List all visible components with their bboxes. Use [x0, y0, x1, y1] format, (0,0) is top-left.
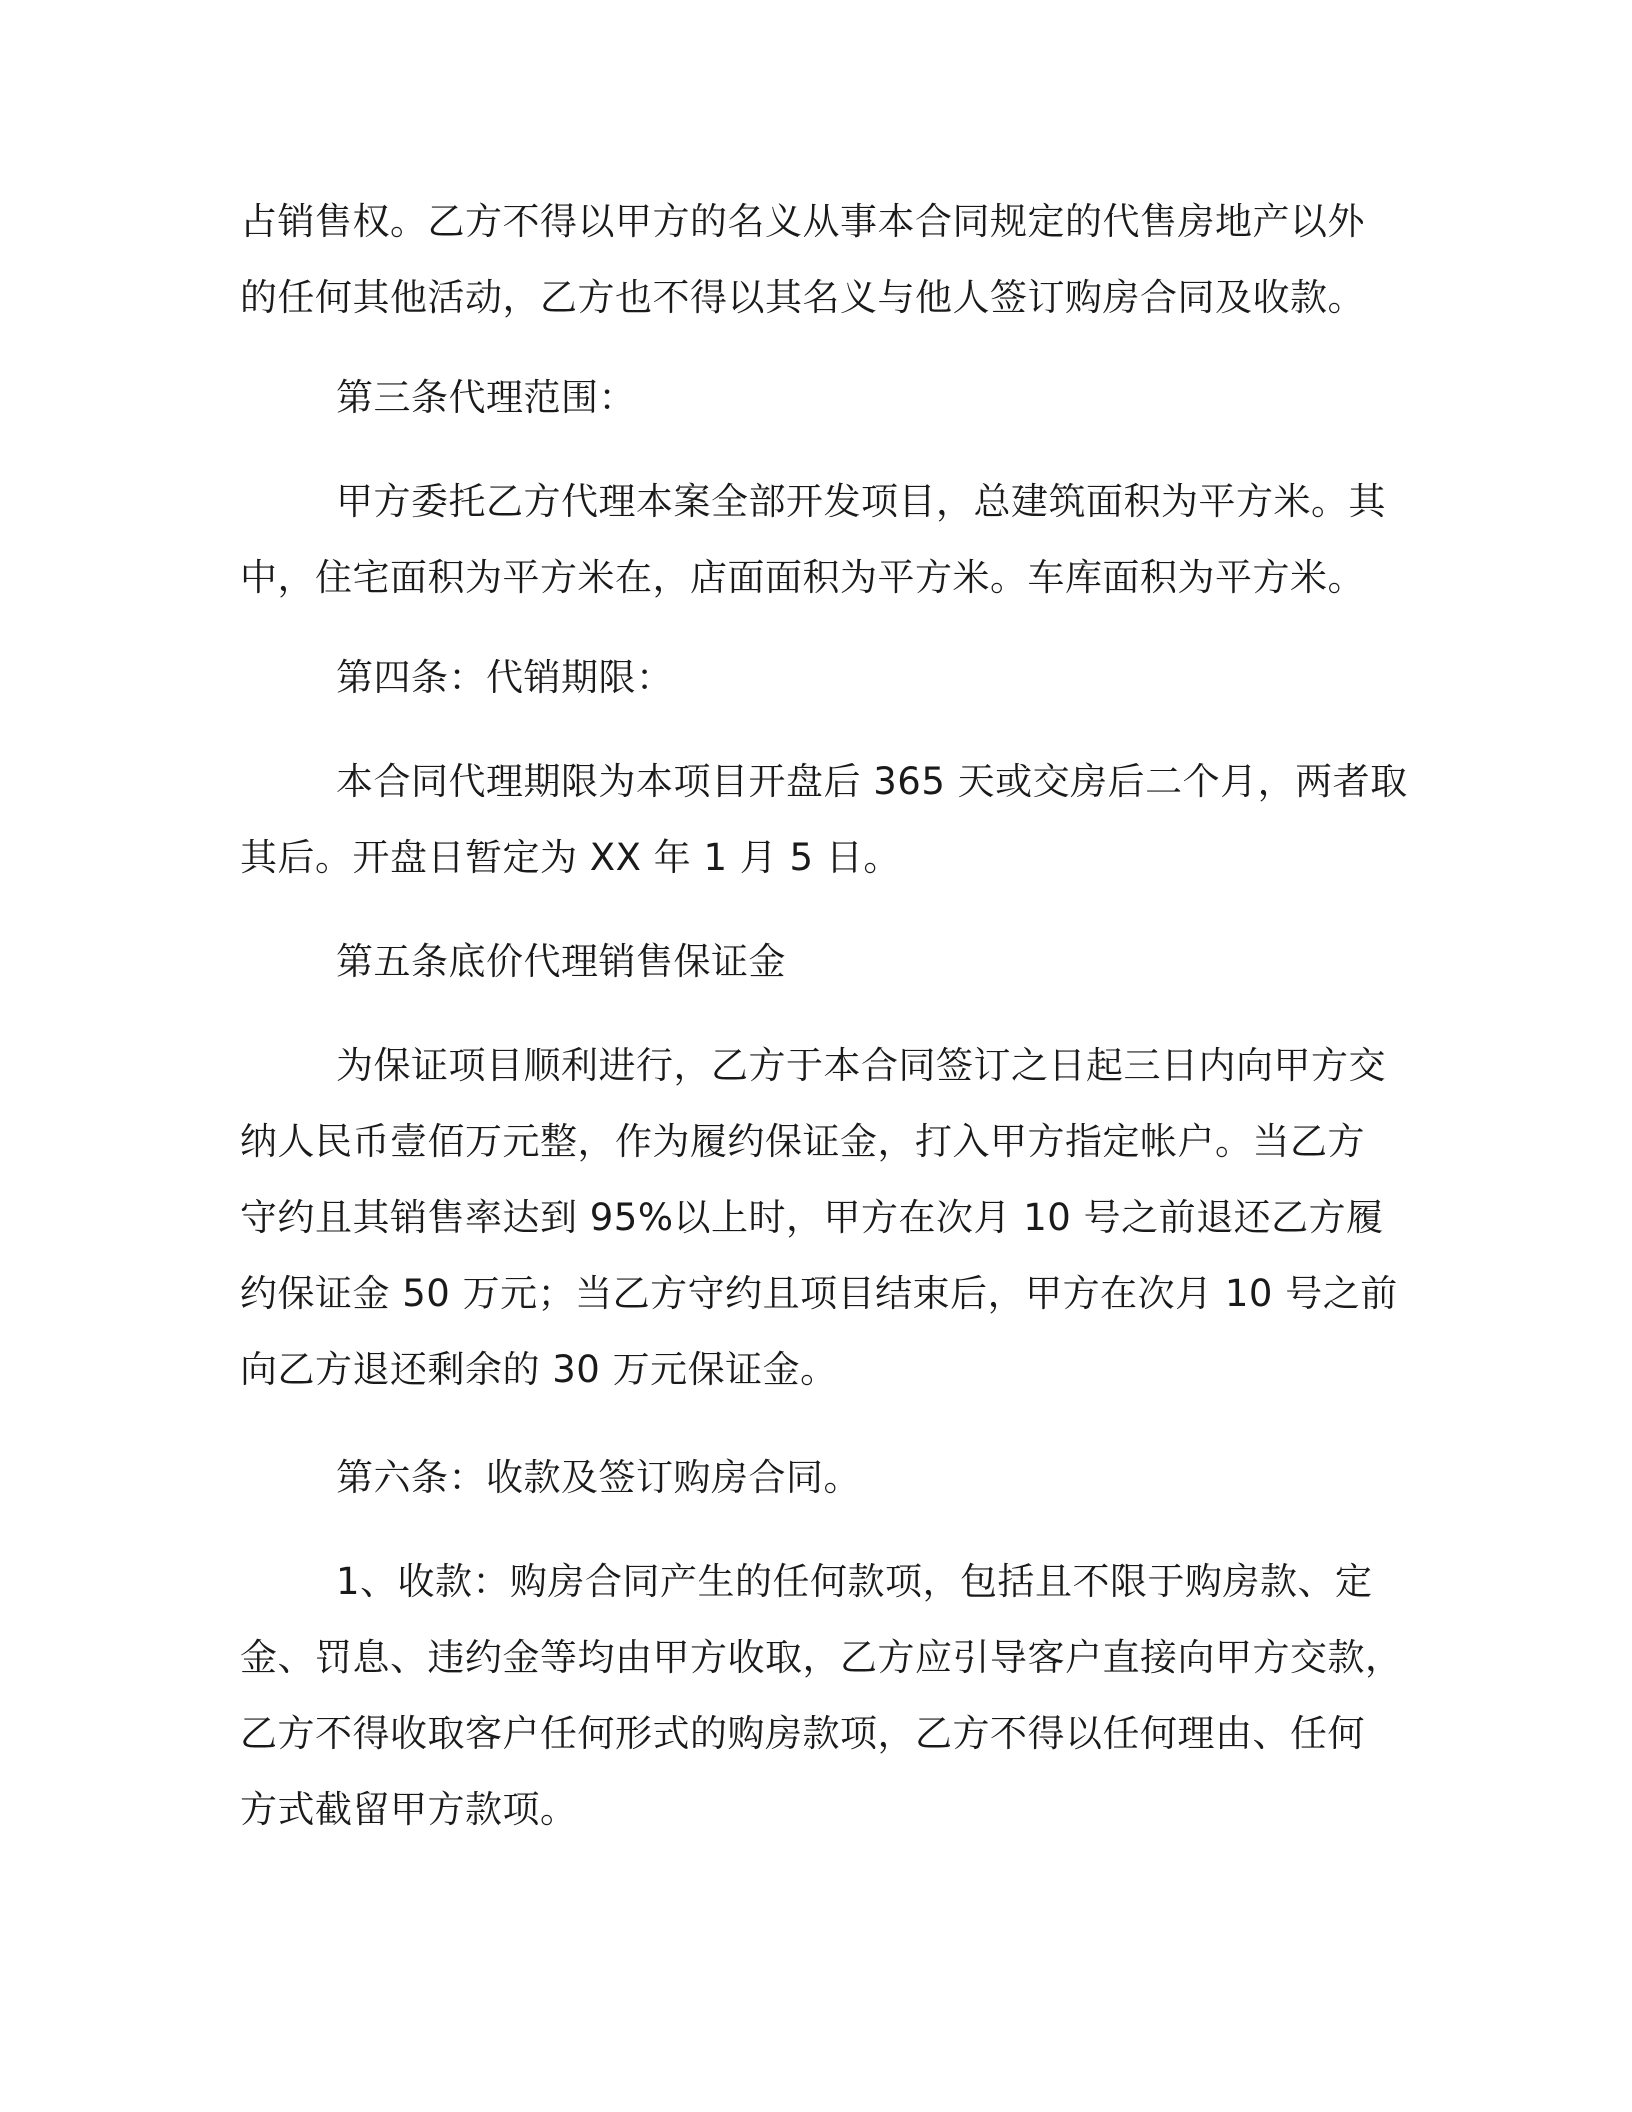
text-line: 金、罚息、违约金等均由甲方收取，乙方应引导客户直接向甲方交款，: [240, 1636, 1403, 1679]
heading-article-4: [240, 640, 1390, 716]
paragraph-agency-period: [240, 744, 1408, 896]
text-line: 纳人民币壹佰万元整，作为履约保证金，打入甲方指定帐户。当乙方: [240, 1120, 1365, 1163]
heading-article-3: [240, 360, 1390, 436]
heading-text: 第三条代理范围：: [336, 376, 636, 419]
paragraph-agency-scope: [240, 464, 1390, 616]
heading-article-5: [240, 924, 1390, 1000]
heading-text: 第五条底价代理销售保证金: [336, 940, 786, 983]
paragraph-sales-rights: [240, 184, 1390, 336]
heading-text: 第六条：收款及签订购房合同。: [336, 1456, 861, 1499]
paragraph-deposit: [240, 1028, 1398, 1408]
text-line: 为保证项目顺利进行，乙方于本合同签订之日起三日内向甲方交: [336, 1044, 1386, 1087]
heading-text: 第四条：代销期限：: [336, 656, 674, 699]
text-line: 甲方委托乙方代理本案全部开发项目，总建筑面积为平方米。其: [336, 480, 1386, 523]
text-line: 其后。开盘日暂定为 XX 年 1 月 5 日。: [240, 836, 901, 879]
text-line: 1、收款：购房合同产生的任何款项，包括且不限于购房款、定: [336, 1560, 1373, 1603]
text-line: 中，住宅面积为平方米在，店面面积为平方米。车库面积为平方米。: [240, 556, 1365, 599]
text-line: 占销售权。乙方不得以甲方的名义从事本合同规定的代售房地产以外: [240, 200, 1365, 243]
text-line: 向乙方退还剩余的 30 万元保证金。: [240, 1348, 838, 1391]
text-line: 约保证金 50 万元；当乙方守约且项目结束后，甲方在次月 10 号之前: [240, 1272, 1398, 1315]
text-line: 守约且其销售率达到 95%以上时，甲方在次月 10 号之前退还乙方履: [240, 1196, 1384, 1239]
text-line: 乙方不得收取客户任何形式的购房款项，乙方不得以任何理由、任何: [240, 1712, 1365, 1755]
text-line: 的任何其他活动，乙方也不得以其名义与他人签订购房合同及收款。: [240, 276, 1365, 319]
paragraph-collection: [240, 1544, 1403, 1848]
text-line: 本合同代理期限为本项目开盘后 365 天或交房后二个月，两者取: [336, 760, 1408, 803]
heading-article-6: [240, 1440, 1390, 1516]
text-line: 方式截留甲方款项。: [240, 1788, 578, 1831]
